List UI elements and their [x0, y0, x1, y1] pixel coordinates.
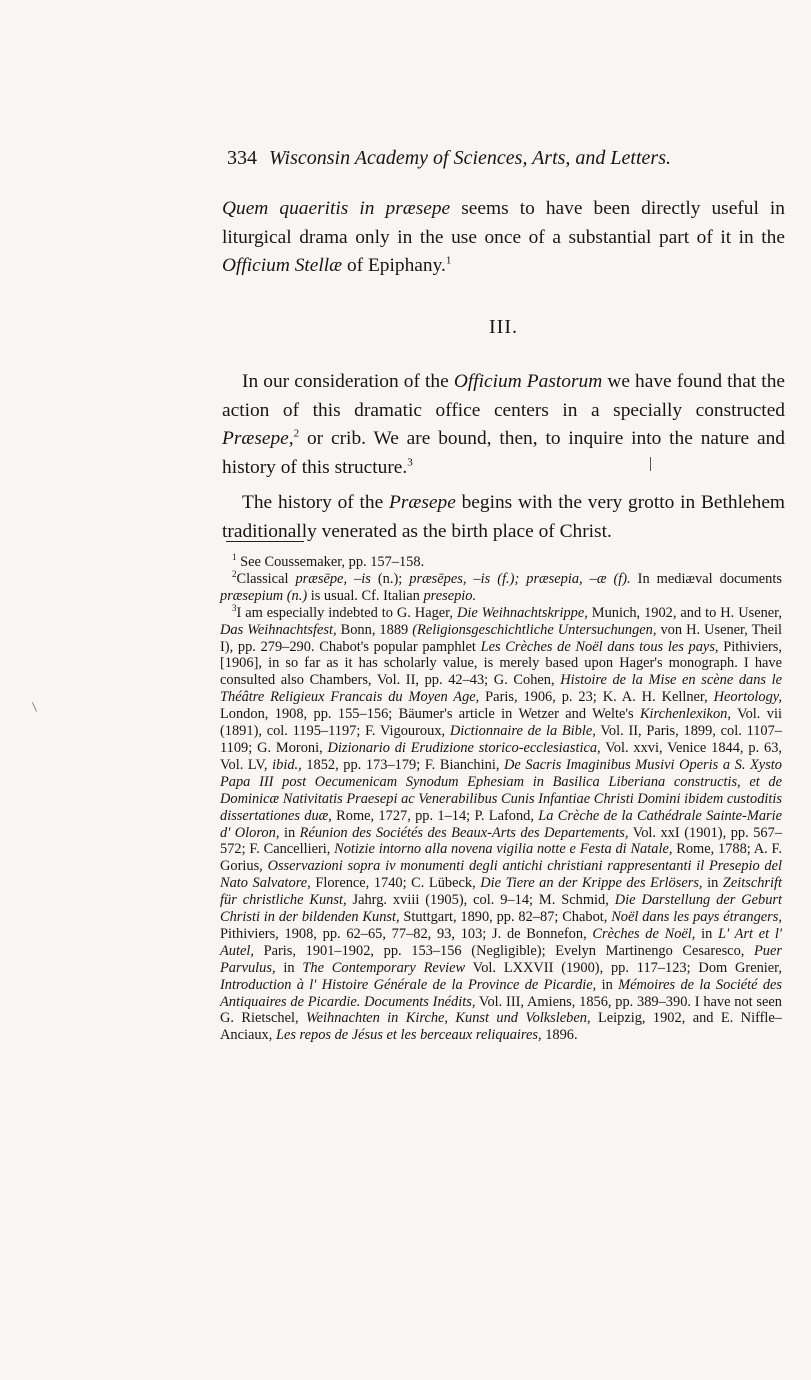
fn3-a37: Stuttgart, 1890, pp. 82–87; Chabot, — [399, 909, 612, 926]
scan-speck — [32, 702, 37, 711]
fn3-a05: Bonn, 1889 — [336, 621, 413, 638]
fn3-a08: Les Crèches de Noël dans tous les pays, — [480, 638, 719, 655]
fn3-a51: Vol. III, Amiens, 1856, pp. 389–390. I have not seen G. Rietschel, — [220, 993, 782, 1027]
fn2-i3: præsepium (n.) — [220, 587, 308, 604]
footnote-2 — [220, 571, 782, 605]
fn3-a34: Zeitschrift für christliche Kunst, — [220, 875, 782, 909]
fn3-a33: in — [702, 875, 723, 892]
fn3-a12: Heortology, — [713, 689, 782, 706]
italic-praesepe-2: Præsepe — [389, 491, 456, 513]
fn3-a32: Die Tiere an der Krippe des Erlösers, — [480, 875, 703, 892]
running-header — [227, 147, 787, 170]
fn3-a17: Vol. II, Paris, 1899, col. 1107–1109; G. Moroni, — [220, 723, 783, 756]
margin-mark — [650, 457, 651, 471]
fn2-t2: (n.); — [370, 570, 410, 587]
fn2-i1: præsēpe, –is — [295, 570, 371, 587]
fn3-a15: Vol. vii (1891), col. 1195–1197; F. Vigouroux, — [220, 706, 782, 740]
fn3-a01: I am especially indebted to G. Hager, — [236, 604, 457, 621]
footnote-1-text: See Coussemaker, pp. 157–158. — [236, 554, 425, 570]
fn2-t1: Classical — [236, 570, 296, 587]
italic-praesepe: Præsepe, — [222, 428, 294, 450]
section-heading: III. — [489, 316, 518, 338]
paragraph-3 — [222, 489, 785, 546]
fn3-a50: Mémoires de la Société des Antiquaires de Picardie. Documents Inédits, — [220, 976, 783, 1010]
fn3-a20: ibid., — [272, 756, 302, 773]
italic-officium-stellae: Officium Stellæ — [222, 255, 343, 277]
paragraph-1 — [222, 195, 785, 281]
fn3-a02: Die Weihnachtskrippe, — [456, 604, 588, 621]
fn3-a09: Pithiviers, [1906], in so far as it has scholarly value, is merely based upon Hager's monograph. I have consulted also Chambers, Vol. II, pp. 42–43; G. Cohen, — [220, 638, 782, 689]
fn3-a38: Noël dans les pays étrangers, — [611, 909, 782, 926]
running-title: Wisconsin Academy of Sciences, Arts, and Letters. — [269, 147, 671, 169]
fn3-a53: Leipzig, 1902, and E. Niffle–Anciaux, — [220, 1010, 782, 1044]
paragraph-2 — [222, 368, 785, 546]
fn3-a35: Jahrg. xviii (1905), col. 9–14; M. Schmid, — [346, 892, 615, 909]
footnote-rule — [226, 541, 304, 542]
fn2-t4: is usual. Cf. Italian — [307, 587, 424, 604]
fn3-a31: Florence, 1740; C. Lübeck, — [310, 875, 481, 892]
para3-text-1: The history of the — [242, 491, 390, 513]
para1-text-1: seems to have been directly useful in liturgical drama only in the use once of a substantial part of it in the — [222, 198, 785, 248]
fn3-a18: Dizionario di Erudizione storico-ecclesiastica, — [327, 739, 601, 756]
footnote-mark-1: 1 — [232, 552, 237, 563]
fn3-a52: Weihnachten in Kirche, Kunst und Volksleben, — [305, 1010, 591, 1027]
fn3-a41: in — [695, 925, 719, 942]
fn3-a45: in — [275, 959, 303, 976]
fn2-i2: præsēpes, –is (f.); præsepia, –æ (f). — [409, 570, 631, 587]
fn3-a47: Vol. LXXVII (1900), pp. 117–123; Dom Grenier, — [465, 959, 782, 976]
fn3-a36: Die Darstellung der Geburt Christi in der bildenden Kunst, — [220, 892, 783, 926]
fn3-a11: Paris, 1906, p. 23; K. A. H. Kellner, — [479, 689, 714, 706]
fn3-a16: Dictionnaire de la Bible, — [449, 723, 596, 740]
fn3-a06: (Religionsgeschichtliche Untersuchungen, — [412, 621, 657, 638]
footnote-ref-2[interactable]: 2 — [293, 427, 300, 440]
page-number: 334 — [227, 147, 257, 169]
footnotes — [220, 554, 782, 1044]
para3-text-2: begins with the very grotto in Bethlehem traditionally venerated as the birth place of Christ. — [222, 491, 786, 542]
fn3-a46: The Contemporary Review — [302, 959, 466, 976]
fn3-a44: Puer Parvulus, — [220, 942, 782, 976]
fn3-a40: Crèches de Noël, — [592, 925, 696, 942]
fn3-a22: De Sacris Imaginibus Musivi Operis a S. Xysto Papa III post Oecumenicam Synodum Ephesiam in Basilica Liberiana constructis, et de Dominicæ Nativitatis Praesepi ac Venerabilibus Cunis Infantiae Christi Domini ibidem custoditis dissertationes duæ, — [220, 756, 783, 824]
fn3-a48: Introduction à l' Histoire Générale de la Province de Picardie, — [220, 976, 597, 993]
fn3-a28: Notizie intorno alla novena vigilia notte e Festa di Natale, — [334, 841, 673, 858]
fn3-a25: in — [279, 824, 300, 841]
fn3-a30: Osservazioni sopra iv monumenti degli antichi christiani rappresentanti il Presepio del Nato Salvatore, — [220, 858, 782, 892]
footnote-mark-3: 3 — [232, 602, 237, 613]
fn3-a04: Das Weihnachtsfest, — [220, 621, 337, 638]
fn3-a13: London, 1908, pp. 155–156; Bäumer's article in Wetzer and Welte's — [220, 706, 640, 723]
fn3-a54: Les repos de Jésus et les berceaux reliquaires, — [275, 1027, 542, 1044]
footnote-mark-2: 2 — [232, 569, 237, 580]
fn2-t3: In mediæval documents — [630, 570, 782, 587]
para2-text-3: or crib. We are bound, then, to inquire into the nature and history of this structure. — [222, 428, 785, 479]
fn3-a14: Kirchenlexikon, — [639, 706, 731, 723]
para1-text-2: of Epiphany. — [342, 255, 446, 277]
footnote-ref-1[interactable]: 1 — [445, 254, 452, 267]
fn3-a26: Réunion des Sociétés des Beaux-Arts des Departements, — [299, 824, 629, 841]
fn3-a27: Vol. xxI (1901), pp. 567–572; F. Cancellieri, — [220, 824, 782, 858]
italic-quem-quaeritis: Quem quaeritis in præsepe — [222, 198, 451, 219]
fn3-a23: Rome, 1727, pp. 1–14; P. Lafond, — [331, 807, 539, 824]
fn3-a42: L' Art et l' Autel, — [220, 925, 782, 959]
footnote-ref-3[interactable]: 3 — [407, 456, 413, 469]
footnote-1 — [220, 554, 782, 571]
fn3-a19: Vol. xxvi, Venice 1844, p. 63, Vol. LV, — [220, 739, 782, 773]
fn2-i4: presepio. — [423, 587, 477, 604]
fn3-a49: in — [596, 976, 619, 993]
fn3-a10: Histoire de la Mise en scène dans le Théâtre Religieux Francais du Moyen Age, — [220, 672, 783, 706]
fn3-a39: Pithiviers, 1908, pp. 62–65, 77–82, 93, 103; J. de Bonnefon, — [220, 925, 593, 942]
footnote-3 — [220, 602, 783, 1045]
para2-text-1: In our consideration of the — [242, 371, 454, 392]
para2-text-2: we have found that the action of this dramatic office centers in a specially constructed — [222, 371, 785, 421]
fn3-a03: Munich, 1902, and to H. Usener, — [587, 604, 782, 621]
fn3-a21: 1852, pp. 173–179; F. Bianchini, — [301, 756, 505, 773]
fn3-a29: Rome, 1788; A. F. Gorius, — [220, 841, 782, 875]
fn3-a43: Paris, 1901–1902, pp. 153–156 (Negligible); Evelyn Martinengo Cesaresco, — [253, 942, 755, 959]
fn3-a24: La Crèche de la Cathédrale Sainte-Marie d' Oloron, — [220, 807, 782, 841]
fn3-a07: von H. Usener, Theil I), pp. 279–290. Chabot's popular pamphlet — [220, 621, 782, 655]
italic-officium-pastorum: Officium Pastorum — [453, 371, 603, 392]
fn3-a55: 1896. — [541, 1027, 578, 1044]
